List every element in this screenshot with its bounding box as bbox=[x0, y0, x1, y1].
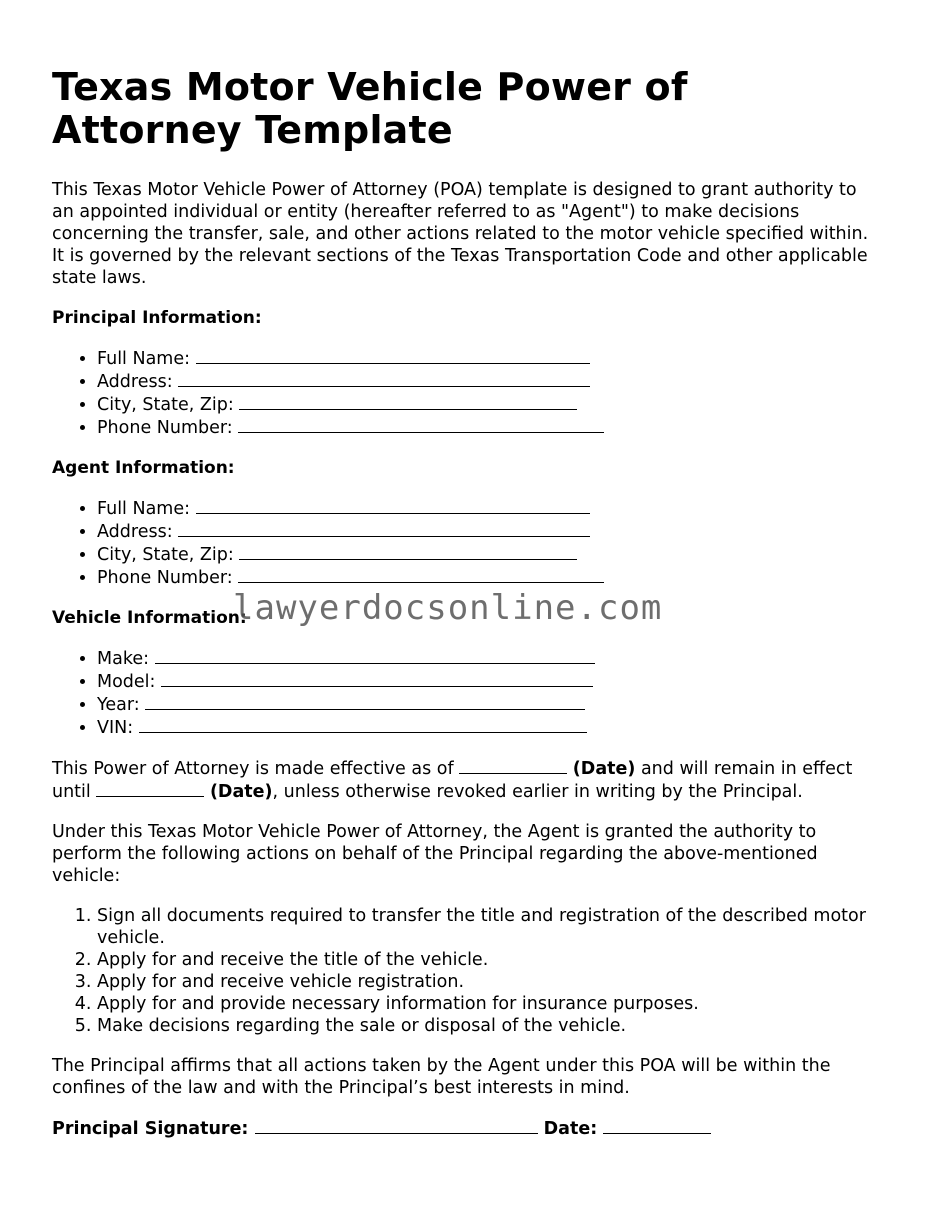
action-item: 1. Sign all documents required to transfer the title and registration of the described motor vehicle. bbox=[97, 905, 882, 949]
principal-address-blank[interactable] bbox=[178, 370, 590, 387]
vehicle-make-blank[interactable] bbox=[155, 647, 595, 664]
vehicle-model: • Model: bbox=[97, 670, 882, 693]
authority-intro: Under this Texas Motor Vehicle Power of Attorney, the Agent is granted the authority to perform the following actions on behalf of the Principal regarding the above-mentioned vehicle: bbox=[52, 822, 818, 886]
vehicle-fields bbox=[52, 647, 882, 739]
action-item: 3. Apply for and receive vehicle registration. bbox=[97, 971, 882, 993]
effective-start-date-blank[interactable] bbox=[459, 757, 567, 774]
effective-paragraph: This Power of Attorney is made effective as of (Date) and will remain in effect until (Date), unless otherwise revoked earlier in writing by the Principal. bbox=[52, 759, 853, 802]
action-item: 4. Apply for and provide necessary information for insurance purposes. bbox=[97, 993, 882, 1015]
agent-address: • Address: bbox=[97, 520, 882, 543]
effective-end-date-blank[interactable] bbox=[96, 780, 204, 797]
actions-list bbox=[52, 905, 882, 1037]
principal-phone: • Phone Number: bbox=[97, 416, 882, 439]
watermark: lawyerdocsonline.com bbox=[233, 588, 663, 628]
signature-blank[interactable] bbox=[255, 1117, 538, 1134]
action-item: 2. Apply for and receive the title of the vehicle. bbox=[97, 949, 882, 971]
affirmation-paragraph: The Principal affirms that all actions taken by the Agent under this POA will be within the confines of the law and with the Principal’s best interests in mind. bbox=[52, 1056, 831, 1098]
action-item: 5. Make decisions regarding the sale or disposal of the vehicle. bbox=[97, 1015, 882, 1037]
intro-paragraph: This Texas Motor Vehicle Power of Attorney (POA) template is designed to grant authority to an appointed individual or entity (hereafter referred to as "Agent") to make decisions concerning the transfer, sale, and other actions related to the motor vehicle specified within. It is governed by the relevant sections of the Texas Transportation Code and other applicable state laws. bbox=[52, 180, 869, 288]
principal-phone-blank[interactable] bbox=[238, 416, 604, 433]
agent-city-state-zip: • City, State, Zip: bbox=[97, 543, 882, 566]
vehicle-year: • Year: bbox=[97, 693, 882, 716]
agent-address-blank[interactable] bbox=[178, 520, 590, 537]
principal-city-state-zip-blank[interactable] bbox=[239, 393, 577, 410]
vehicle-heading: Vehicle Information: bbox=[52, 608, 247, 628]
vehicle-model-blank[interactable] bbox=[161, 670, 593, 687]
agent-city-state-zip-blank[interactable] bbox=[239, 543, 577, 560]
principal-city-state-zip: • City, State, Zip: bbox=[97, 393, 882, 416]
signature-line: Principal Signature: Date: bbox=[52, 1117, 882, 1140]
agent-fields bbox=[52, 497, 882, 589]
agent-heading: Agent Information: bbox=[52, 458, 235, 478]
vehicle-make: • Make: bbox=[97, 647, 882, 670]
signature-date-blank[interactable] bbox=[603, 1117, 711, 1134]
agent-phone-blank[interactable] bbox=[238, 566, 604, 583]
principal-fields bbox=[52, 347, 882, 439]
principal-heading: Principal Information: bbox=[52, 308, 262, 328]
page-title: Texas Motor Vehicle Power of Attorney Template bbox=[52, 65, 688, 152]
principal-address: • Address: bbox=[97, 370, 882, 393]
agent-full-name: • Full Name: bbox=[97, 497, 882, 520]
agent-phone: • Phone Number: bbox=[97, 566, 882, 589]
vehicle-vin-blank[interactable] bbox=[139, 716, 587, 733]
agent-full-name-blank[interactable] bbox=[196, 497, 590, 514]
principal-full-name: • Full Name: bbox=[97, 347, 882, 370]
vehicle-year-blank[interactable] bbox=[145, 693, 585, 710]
vehicle-vin: • VIN: bbox=[97, 716, 882, 739]
principal-full-name-blank[interactable] bbox=[196, 347, 590, 364]
